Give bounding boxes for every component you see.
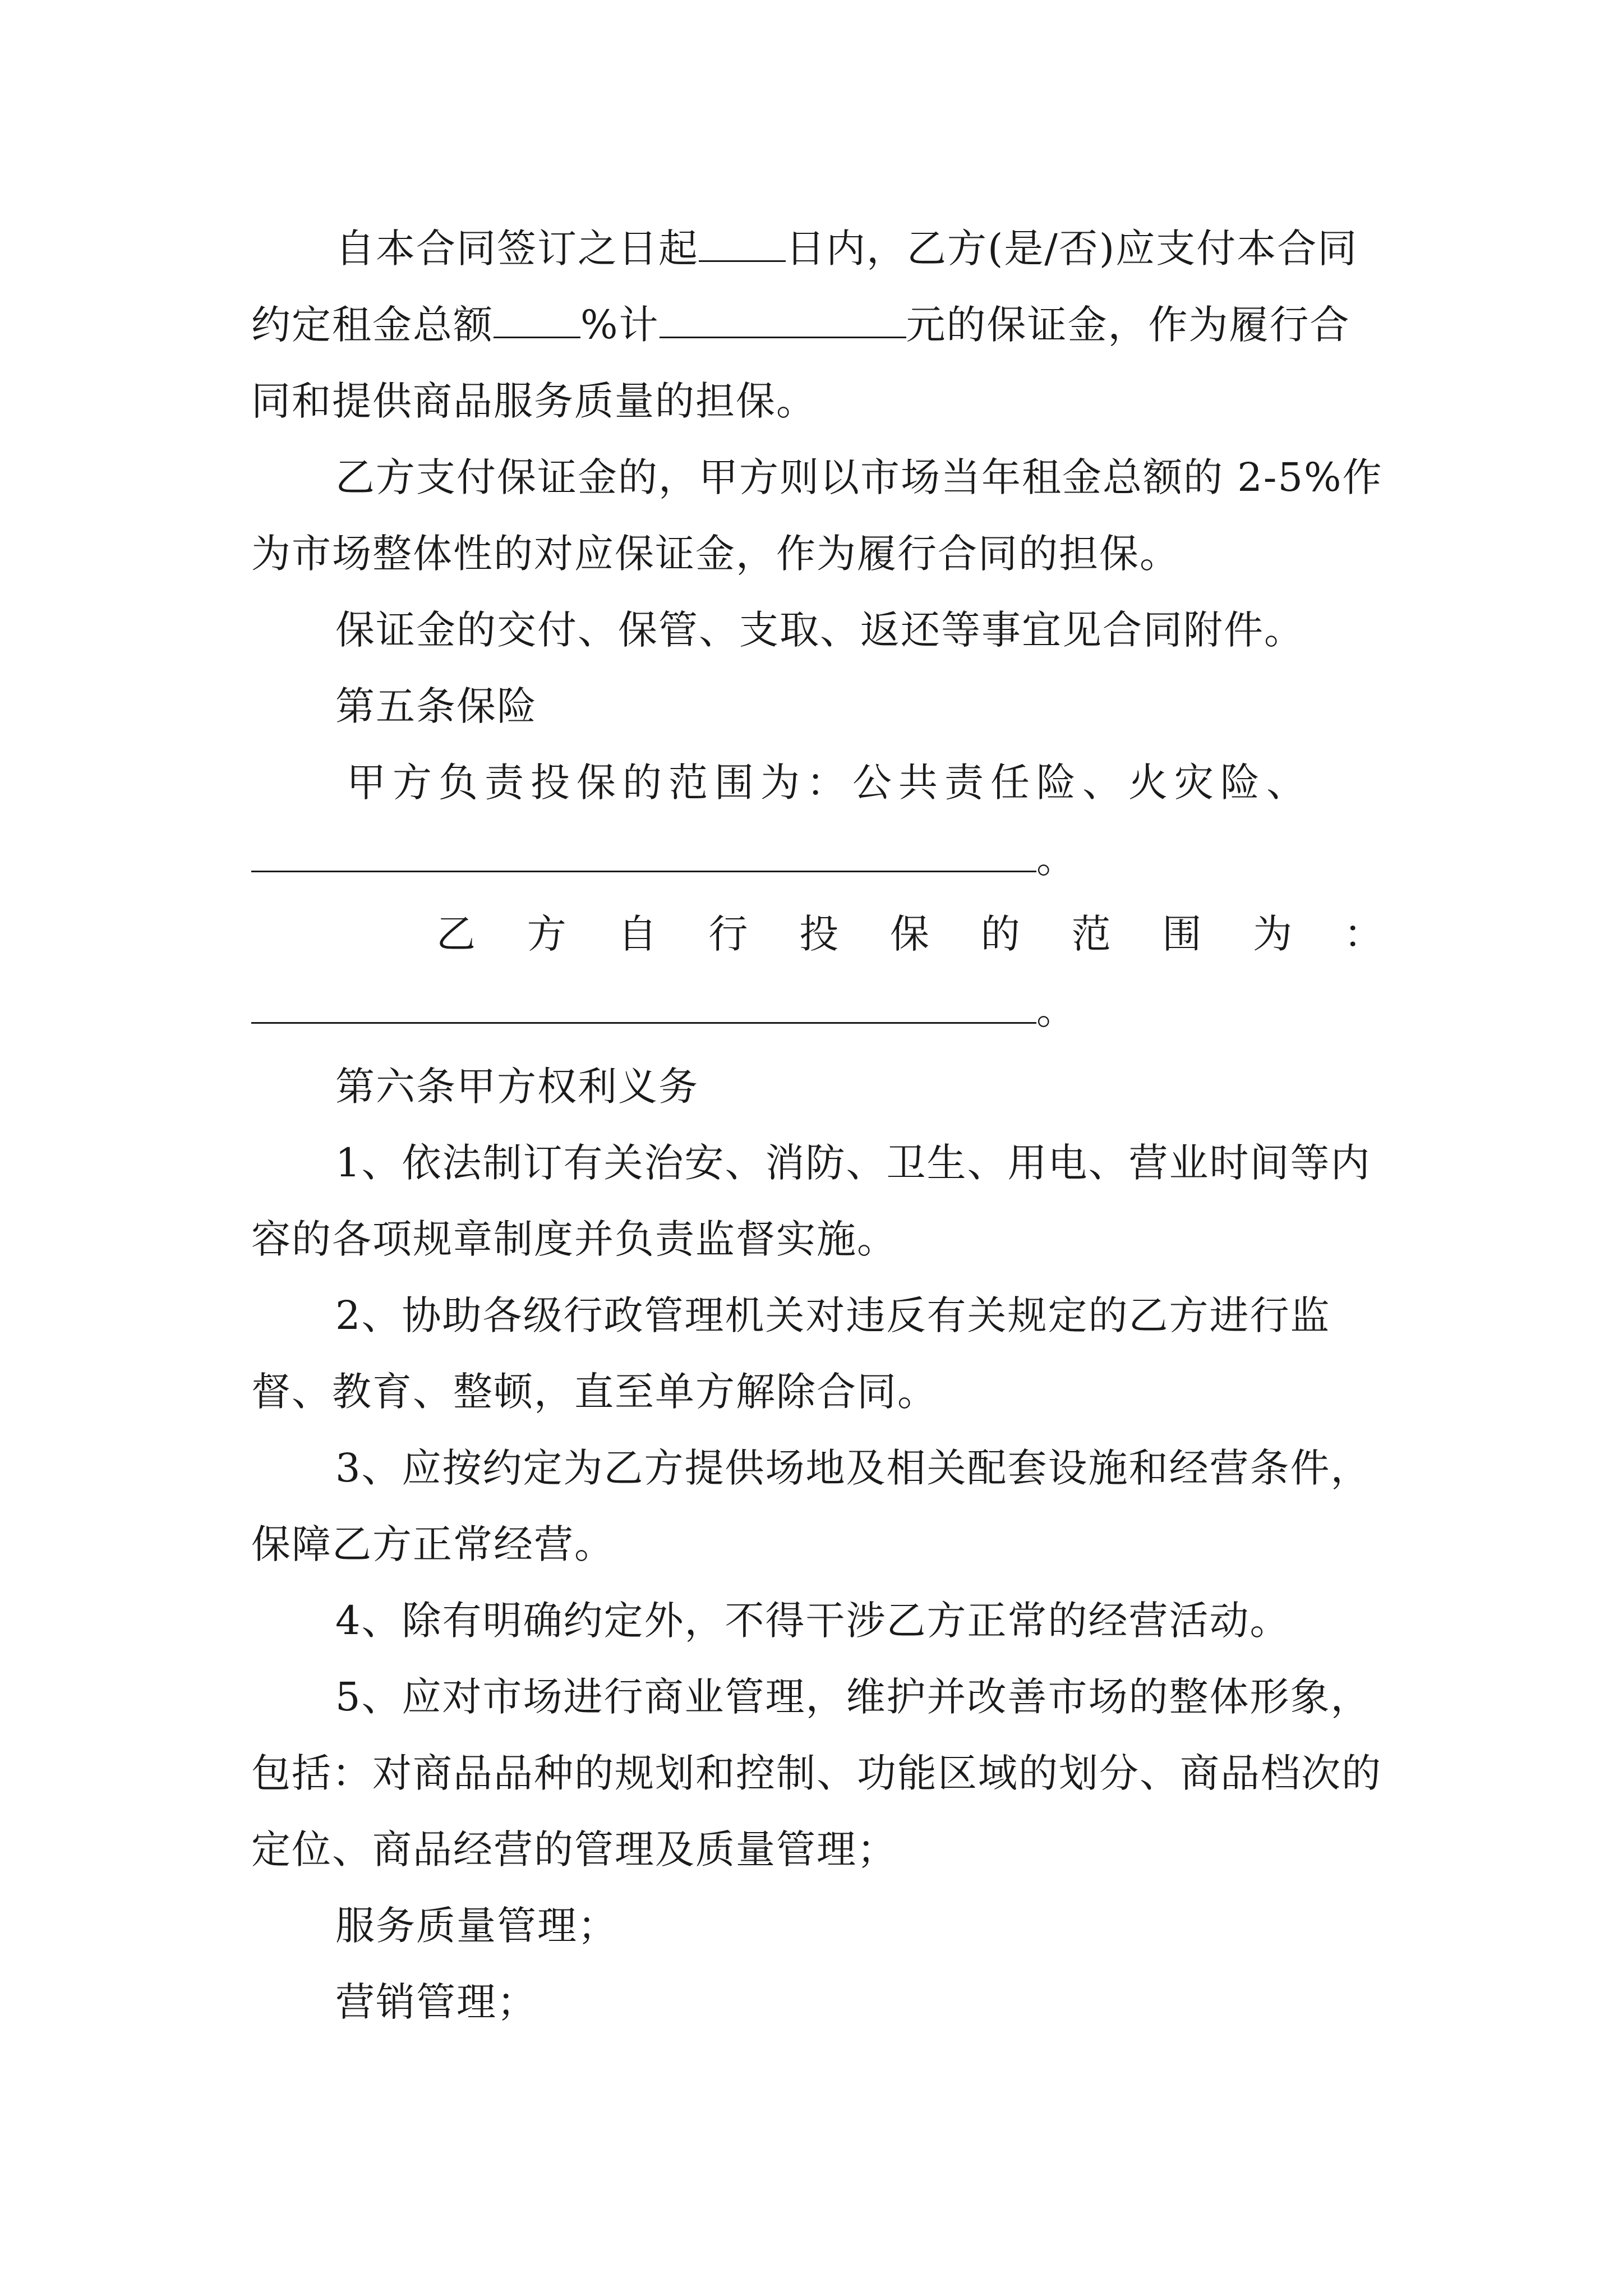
party-b-char: 为 (1253, 911, 1294, 957)
deposit-annex-paragraph: 保证金的交付、保管、支取、返还等事宜见合同附件。 (335, 607, 1304, 653)
party-a-insurance-text: 甲方负责投保的范围为：公共责任险、火灾险、 (347, 760, 1312, 806)
service-quality-item: 服务质量管理； (335, 1903, 618, 1949)
deposit-text-2: 日内，乙方(是/否)应支付本合同约定租金总额 (251, 226, 1358, 348)
party-b-char: 的 (980, 911, 1021, 957)
deposit-text-3: %计 (580, 302, 660, 348)
duty-item-4: 4、除有明确约定外，不得干涉乙方正常的经营活动。 (335, 1598, 1290, 1644)
duty-item-2: 2、协助各级行政管理机关对违反有关规定的乙方进行监督、教育、整顿，直至单方解除合同。 (251, 1292, 1331, 1415)
deposit-text-1: 自本合同签订之日起 (335, 226, 699, 272)
party-b-insurance-line (251, 896, 1384, 972)
party-b-char: ： (1343, 911, 1384, 957)
duty-item-5: 5、应对市场进行商业管理，维护并改善市场的整体形象，包括：对商品品种的规划和控制、功能区域的划分、商品档次的定位、商品经营的管理及质量管理； (251, 1674, 1382, 1872)
marketing-item: 营销管理； (335, 1979, 537, 2025)
article-six-heading: 第六条甲方权利义务 (335, 1064, 699, 1110)
party-b-char: 围 (1162, 911, 1203, 957)
amount-blank (660, 304, 906, 338)
duty-item-3: 3、应按约定为乙方提供场地及相关配套设施和经营条件，保障乙方正常经营。 (251, 1445, 1371, 1567)
party-b-char: 投 (799, 911, 840, 957)
deposit-paragraph (251, 210, 1384, 439)
party-b-char: 方 (527, 911, 568, 957)
duty-item-1: 1、依法制订有关治安、消防、卫生、用电、营业时间等内容的各项规章制度并负责监督实施。 (251, 1140, 1371, 1262)
party-a-insurance-end: 。 (1036, 836, 1082, 882)
deposit-text-4: 元的保证金，作为履行合同和提供商品服务质量的担保。 (251, 302, 1350, 424)
party-b-char: 自 (617, 911, 658, 957)
party-b-insurance-blank (251, 990, 1036, 1024)
party-a-insurance-blank (251, 838, 1036, 872)
party-b-char: 行 (708, 911, 749, 957)
party-b-insurance-end: 。 (1036, 987, 1077, 1033)
party-a-insurance-paragraph (251, 744, 1384, 897)
percent-blank (494, 304, 580, 338)
party-b-char: 保 (889, 911, 930, 957)
article-five-heading: 第五条保险 (335, 683, 537, 729)
party-b-char: 范 (1071, 911, 1112, 957)
party-b-char: 乙 (436, 911, 477, 957)
days-blank (699, 228, 786, 262)
market-deposit-paragraph: 乙方支付保证金的，甲方则以市场当年租金总额的 2-5%作为市场整体性的对应保证金，作为履行合同的担保。 (251, 454, 1383, 577)
party-b-insurance-blank-line (251, 972, 1384, 1048)
